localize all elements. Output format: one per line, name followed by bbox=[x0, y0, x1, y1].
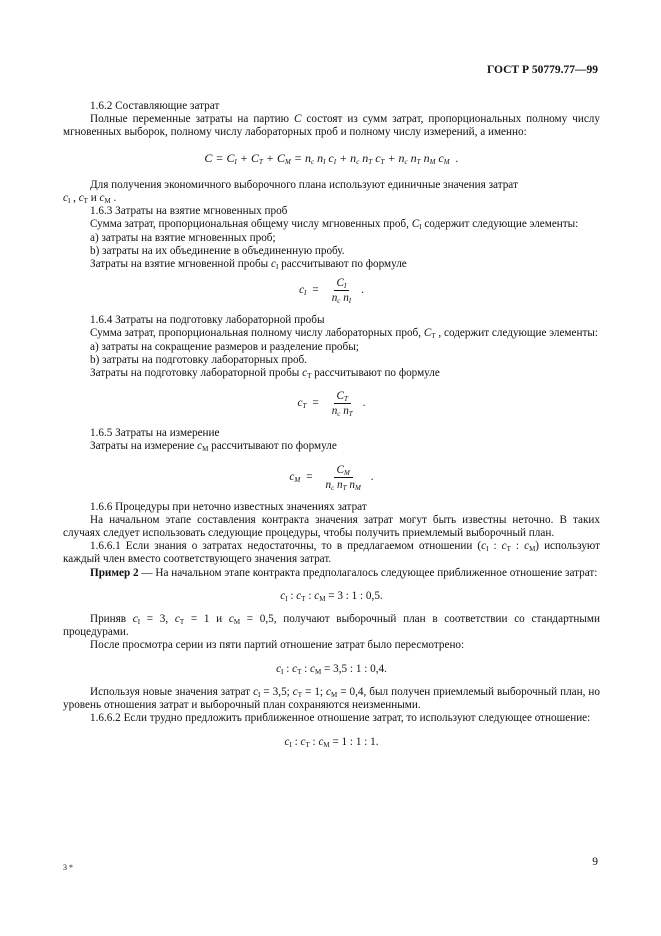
paragraph: Сумма затрат, пропорциональная общему числу мгновенных проб, $C_I$ содержит следующие элементы: bbox=[90, 218, 579, 232]
page-number: 9 bbox=[592, 856, 598, 868]
list-item: b) затраты на их объединение в объединенную пробу. bbox=[90, 244, 345, 257]
paragraph: Используя новые значения затрат $c_I = 3,5$; $c_T = 1$; $c_M = 0,4$, был получен приемлемый выборочный план, но уровень отношения затрат и выборочный план сохраняются неизменными. bbox=[63, 685, 601, 712]
paragraph: После просмотра серии из пяти партий отношение затрат было пересмотрено: bbox=[90, 639, 465, 652]
paragraph: Сумма затрат, пропорциональная полному числу лабораторных проб, $C_T$ , содержит следующие элементы: bbox=[90, 327, 598, 341]
ratio-example-1: $c_I$ : $c_T$ : $c_M = 3$ : 1 : 0,5. bbox=[280, 589, 383, 603]
paragraph: Затраты на подготовку лабораторной пробы $c_T$ рассчитывают по формуле bbox=[90, 367, 440, 381]
list-item: a) затраты на взятие мгновенных проб; bbox=[90, 231, 276, 244]
formula-cI: $c_I$ = $\frac{C_I}{n_c n_I}$ . bbox=[299, 277, 364, 306]
paragraph: Затраты на взятие мгновенной пробы $c_I$ рассчитывают по формуле bbox=[90, 258, 407, 272]
formula-cT: $c_T$ = $\frac{C_T}{n_c n_T}$ . bbox=[297, 390, 366, 419]
page-body bbox=[63, 100, 600, 749]
paragraph: Для получения экономичного выборочного плана используют единичные значения затрат bbox=[90, 178, 518, 191]
total-cost-formula: $C = C_I + C_T + C_M = n_c$ $n_I$ $c_I + n_c$ $n_T$ $c_T + n_c$ $n_T$ $n_M$ $c_M$ . bbox=[204, 150, 459, 166]
section-1-6-6-title: 1.6.6 Процедуры при неточно известных значениях затрат bbox=[90, 500, 367, 513]
ratio-example-2: $c_I$ : $c_T$ : $c_M = 3,5$ : 1 : 0,4. bbox=[276, 662, 387, 676]
paragraph: Затраты на измерение $c_M$ рассчитывают по формуле bbox=[90, 440, 337, 454]
paragraph: $c_I$ , $c_T$ и $c_M$ . bbox=[63, 192, 117, 206]
section-1-6-3-title: 1.6.3 Затраты на взятие мгновенных проб bbox=[90, 205, 288, 218]
section-1-6-2-title: 1.6.2 Составляющие затрат bbox=[90, 100, 220, 112]
paragraph: Полные переменные затраты на партию C состоят из сумм затрат, пропорциональных полному числу мгновенных выборок, полному числу лабораторных проб и полному числу измерений, а именно: bbox=[63, 113, 600, 139]
example: Пример 2 — На начальном этапе контракта предполагалось следующее приближенное отношение затрат: bbox=[90, 566, 598, 579]
section-1-6-4-title: 1.6.4 Затраты на подготовку лабораторной пробы bbox=[90, 314, 325, 327]
document-code: ГОСТ Р 50779.77—99 bbox=[487, 64, 598, 76]
formula-cM: $c_M$ = $\frac{C_M}{n_c n_T n_M}$ . bbox=[289, 463, 374, 492]
paragraph: 1.6.6.1 Если знания о затратах недостаточны, то в предлагаемом отношении ($c_I$ : $c_T$ : $c_M$) используют каждый член вместо соответствующего значения затрат. bbox=[63, 540, 601, 566]
list-item: a) затраты на сокращение размеров и разделение пробы; bbox=[90, 340, 359, 353]
section-1-6-5-title: 1.6.5 Затраты на измерение bbox=[90, 427, 220, 440]
list-item: b) затраты на подготовку лабораторных проб. bbox=[90, 353, 308, 366]
paragraph: 1.6.6.2 Если трудно предложить приближенное отношение затрат, то используют следующее отношение: bbox=[90, 712, 591, 725]
ratio-example-3: $c_I$ : $c_T$ : $c_M = 1$ : 1 : 1. bbox=[284, 735, 379, 749]
footer-mark: 3 * bbox=[63, 863, 73, 872]
paragraph: Приняв $c_I = 3$, $c_T = 1$ и $c_M = 0,5$, получают выборочный план в соответствии со стандартными процедурами. bbox=[63, 613, 600, 639]
paragraph: На начальном этапе составления контракта значения затрат могут быть известны неточно. В таких случаях следует использовать следующие процедуры, чтобы получить приемлемый выборочный план. bbox=[63, 513, 600, 540]
